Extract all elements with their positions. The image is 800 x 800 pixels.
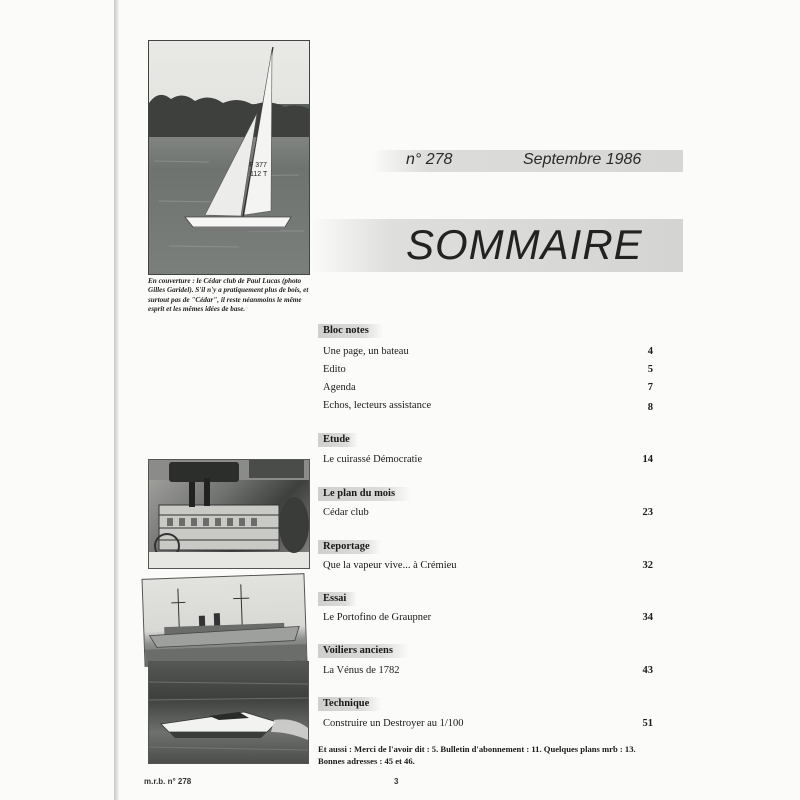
toc-entry-page: 32 [642, 560, 653, 571]
issue-band [372, 150, 683, 172]
toc-entry-label: Agenda [323, 382, 356, 393]
toc-entry[interactable] [323, 717, 653, 731]
section-heading-voiliers-anciens: Voiliers anciens [318, 644, 409, 658]
page-title: SOMMAIRE [406, 221, 643, 268]
photo-paddle-steamer-model [148, 459, 310, 569]
toc-entry-label: Que la vapeur vive... à Crémieu [323, 560, 457, 571]
toc-entry[interactable] [323, 399, 653, 413]
toc-entry-page: 8 [647, 402, 653, 413]
issue-date: Septembre 1986 [523, 151, 642, 168]
paddle-steamer-illustration [149, 460, 309, 568]
title-band [310, 219, 683, 272]
toc-entry-page: 23 [642, 507, 653, 518]
speedboat-illustration [149, 662, 308, 763]
toc-entry-label: Une page, un bateau [323, 346, 409, 357]
footer-magazine-issue: m.r.b. n° 278 [144, 777, 192, 786]
also-inside-note: Et aussi : Merci de l'avoir dit : 5. Bulletin d'abonnement : 11. Quelques plans mrb : 13. Bonnes adresses : 45 et 46. [318, 744, 636, 766]
toc-entry-label: Le Portofino de Graupner [323, 612, 432, 623]
toc-entry-page: 7 [647, 382, 653, 393]
cover-caption: En couverture : le Cédar club de Paul Lucas (photo Gilles Garidel). S'il n'y a pratiquement plus de bois, et surtout pas de "Cédar", il reste néanmoins le même esprit et les mêmes idées de base. [148, 277, 309, 314]
section-heading-le-plan-du-mois: Le plan du mois [318, 487, 411, 501]
photo-speedboat-portofino [148, 661, 309, 764]
section-heading-bloc-notes: Bloc notes [318, 324, 383, 338]
photo-battleship-model [142, 573, 308, 667]
cover-photo-sailboat [148, 40, 310, 275]
toc-entry[interactable] [323, 611, 653, 625]
sailboat-illustration [149, 41, 309, 274]
footer-page-number: 3 [394, 777, 399, 786]
toc-entry-page: 14 [642, 454, 653, 465]
toc-entry-page: 34 [642, 612, 653, 623]
toc-entry-label: Cédar club [323, 507, 369, 518]
toc-entry-page: 51 [642, 718, 653, 729]
toc-entry[interactable] [323, 453, 653, 467]
toc-entry[interactable] [323, 345, 653, 359]
toc-entry-page: 4 [647, 346, 653, 357]
toc-entry-label: Le cuirassé Démocratie [323, 454, 423, 465]
section-heading-etude: Etude [318, 433, 358, 447]
section-heading-reportage: Reportage [318, 540, 381, 554]
toc-entry-label: Construire un Destroyer au 1/100 [323, 718, 464, 729]
section-heading-essai: Essai [318, 592, 357, 606]
section-heading-technique: Technique [318, 697, 381, 711]
battleship-illustration [143, 574, 307, 666]
toc-entry[interactable] [323, 559, 653, 573]
toc-entry-page: 5 [647, 364, 653, 375]
toc-entry-label: Edito [323, 364, 346, 375]
toc-entry[interactable] [323, 664, 653, 678]
toc-entry[interactable] [323, 506, 653, 520]
toc-entry-label: Echos, lecteurs assistance [323, 400, 432, 411]
toc-entry[interactable] [323, 363, 653, 377]
toc-entry-label: La Vénus de 1782 [323, 665, 400, 676]
sail-number: F 377 [249, 162, 267, 169]
issue-number: n° 278 [406, 151, 453, 168]
page-binding-edge [114, 0, 119, 800]
toc-entry-page: 43 [642, 665, 653, 676]
toc-entry[interactable] [323, 381, 653, 395]
sail-number-2: 112 T [250, 171, 268, 178]
